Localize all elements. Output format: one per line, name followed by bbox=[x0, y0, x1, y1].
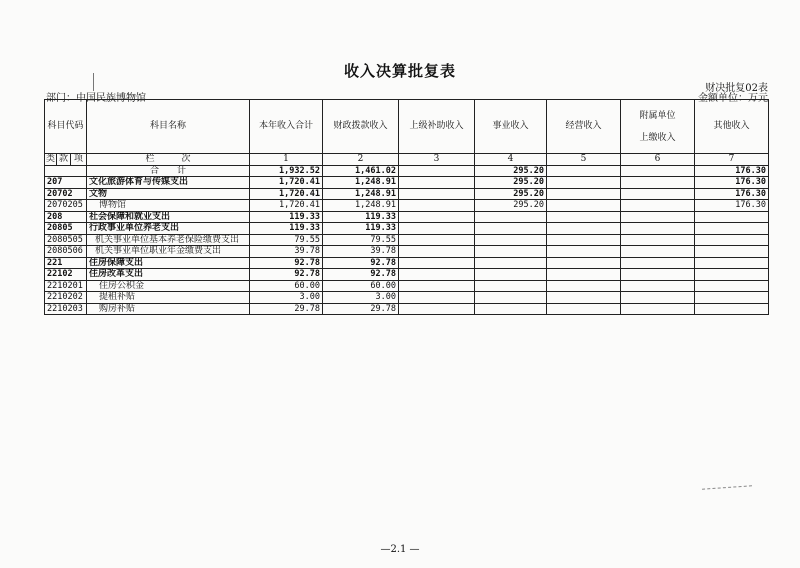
cell-affiliated bbox=[621, 292, 695, 304]
table-row bbox=[45, 269, 769, 281]
cell-superior bbox=[399, 269, 475, 281]
cell-total: 60.00 bbox=[250, 280, 323, 292]
row-name: 购房补贴 bbox=[87, 303, 250, 315]
cell-affiliated bbox=[621, 200, 695, 212]
cell-operating bbox=[547, 177, 621, 189]
cell-total: 1,932.52 bbox=[250, 165, 323, 177]
cell-superior bbox=[399, 200, 475, 212]
cell-fiscal: 92.78 bbox=[323, 269, 399, 281]
cell-other bbox=[695, 303, 769, 315]
cell-business: 295.20 bbox=[475, 165, 547, 177]
cell-operating bbox=[547, 188, 621, 200]
table-row bbox=[45, 211, 769, 223]
page-number: —2.1 — bbox=[380, 544, 420, 555]
header-kuan: 款 bbox=[57, 154, 71, 166]
cell-fiscal: 92.78 bbox=[323, 257, 399, 269]
cell-affiliated bbox=[621, 188, 695, 200]
header-other: 其他收入 bbox=[695, 100, 769, 154]
header-xiang: 项 bbox=[71, 154, 87, 166]
cell-fiscal: 29.78 bbox=[323, 303, 399, 315]
row-code: 208 bbox=[45, 211, 87, 223]
cell-total: 39.78 bbox=[250, 246, 323, 258]
page-title: 收入决算批复表 bbox=[343, 62, 456, 80]
table-row bbox=[45, 292, 769, 304]
cell-superior bbox=[399, 165, 475, 177]
cell-other bbox=[695, 234, 769, 246]
row-code: 2080505 bbox=[45, 234, 87, 246]
row-name: 社会保障和就业支出 bbox=[87, 211, 250, 223]
cell-operating bbox=[547, 269, 621, 281]
cell-other: 176.30 bbox=[695, 200, 769, 212]
cell-business bbox=[475, 257, 547, 269]
row-code: 2210203 bbox=[45, 303, 87, 315]
cell-operating bbox=[547, 211, 621, 223]
cell-other bbox=[695, 269, 769, 281]
row-code bbox=[45, 165, 87, 177]
row-code: 2080506 bbox=[45, 246, 87, 258]
cell-total: 79.55 bbox=[250, 234, 323, 246]
cell-business bbox=[475, 280, 547, 292]
cell-business bbox=[475, 303, 547, 315]
header-code: 科目代码 bbox=[45, 100, 87, 154]
cell-fiscal: 1,461.02 bbox=[323, 165, 399, 177]
cell-operating bbox=[547, 223, 621, 235]
header-affiliated bbox=[621, 100, 695, 154]
cell-total: 1,720.41 bbox=[250, 200, 323, 212]
header-superior: 上级补助收入 bbox=[399, 100, 475, 154]
department-label: 部门：中国民族博物馆 bbox=[46, 93, 146, 104]
cell-business bbox=[475, 211, 547, 223]
table-row bbox=[45, 177, 769, 189]
cell-business: 295.20 bbox=[475, 200, 547, 212]
table-row bbox=[45, 200, 769, 212]
row-name: 文化旅游体育与传媒支出 bbox=[87, 177, 250, 189]
cell-operating bbox=[547, 303, 621, 315]
cell-superior bbox=[399, 234, 475, 246]
cell-other bbox=[695, 246, 769, 258]
amount-unit: 金额单位：万元 bbox=[698, 93, 768, 104]
cell-fiscal: 119.33 bbox=[323, 223, 399, 235]
cell-fiscal: 3.00 bbox=[323, 292, 399, 304]
cell-superior bbox=[399, 303, 475, 315]
row-code: 221 bbox=[45, 257, 87, 269]
cell-total: 119.33 bbox=[250, 223, 323, 235]
row-name: 提租补贴 bbox=[87, 292, 250, 304]
row-name: 住房保障支出 bbox=[87, 257, 250, 269]
cell-business bbox=[475, 269, 547, 281]
table-row bbox=[45, 246, 769, 258]
header-total: 本年收入合计 bbox=[250, 100, 323, 154]
cell-affiliated bbox=[621, 177, 695, 189]
cell-other bbox=[695, 257, 769, 269]
header-lanci: 栏 次 bbox=[87, 154, 250, 166]
cell-total: 3.00 bbox=[250, 292, 323, 304]
header-affiliated-line2: 上缴收入 bbox=[639, 132, 676, 143]
cell-other bbox=[695, 292, 769, 304]
cell-fiscal: 39.78 bbox=[323, 246, 399, 258]
cell-other: 176.30 bbox=[695, 188, 769, 200]
cell-fiscal: 119.33 bbox=[323, 211, 399, 223]
cell-fiscal: 1,248.91 bbox=[323, 188, 399, 200]
row-name: 机关事业单位职业年金缴费支出 bbox=[87, 246, 250, 258]
cell-business: 295.20 bbox=[475, 177, 547, 189]
row-name: 合 计 bbox=[87, 165, 250, 177]
cell-fiscal: 60.00 bbox=[323, 280, 399, 292]
header-operating: 经营收入 bbox=[547, 100, 621, 154]
cell-operating bbox=[547, 165, 621, 177]
table-row bbox=[45, 165, 769, 177]
cell-operating bbox=[547, 292, 621, 304]
col-index: 2 bbox=[323, 154, 399, 166]
row-name: 文物 bbox=[87, 188, 250, 200]
cell-total: 92.78 bbox=[250, 257, 323, 269]
cell-other bbox=[695, 280, 769, 292]
row-name: 博物馆 bbox=[87, 200, 250, 212]
row-name: 行政事业单位养老支出 bbox=[87, 223, 250, 235]
cell-operating bbox=[547, 280, 621, 292]
col-index: 3 bbox=[399, 154, 475, 166]
cell-superior bbox=[399, 223, 475, 235]
cell-other bbox=[695, 211, 769, 223]
cell-total: 29.78 bbox=[250, 303, 323, 315]
row-code: 2210202 bbox=[45, 292, 87, 304]
row-code: 207 bbox=[45, 177, 87, 189]
cell-operating bbox=[547, 200, 621, 212]
row-name: 住房公积金 bbox=[87, 280, 250, 292]
cell-affiliated bbox=[621, 211, 695, 223]
cell-affiliated bbox=[621, 234, 695, 246]
cell-superior bbox=[399, 246, 475, 258]
cell-fiscal: 1,248.91 bbox=[323, 200, 399, 212]
cell-operating bbox=[547, 246, 621, 258]
cell-superior bbox=[399, 257, 475, 269]
cell-business bbox=[475, 292, 547, 304]
row-code: 2210201 bbox=[45, 280, 87, 292]
col-index: 7 bbox=[695, 154, 769, 166]
cell-other: 176.30 bbox=[695, 177, 769, 189]
header-fiscal: 财政拨款收入 bbox=[323, 100, 399, 154]
cell-business: 295.20 bbox=[475, 188, 547, 200]
cell-superior bbox=[399, 177, 475, 189]
cell-affiliated bbox=[621, 303, 695, 315]
cell-affiliated bbox=[621, 165, 695, 177]
row-code: 22102 bbox=[45, 269, 87, 281]
cell-total: 119.33 bbox=[250, 211, 323, 223]
cell-superior bbox=[399, 211, 475, 223]
cell-affiliated bbox=[621, 246, 695, 258]
col-index: 4 bbox=[475, 154, 547, 166]
cell-business bbox=[475, 223, 547, 235]
cell-affiliated bbox=[621, 257, 695, 269]
cell-affiliated bbox=[621, 269, 695, 281]
table-row bbox=[45, 188, 769, 200]
cell-other bbox=[695, 223, 769, 235]
cell-business bbox=[475, 234, 547, 246]
header-affiliated-line1: 附属单位 bbox=[639, 110, 676, 121]
row-code: 20702 bbox=[45, 188, 87, 200]
cell-total: 1,720.41 bbox=[250, 177, 323, 189]
cell-other: 176.30 bbox=[695, 165, 769, 177]
cell-fiscal: 1,248.91 bbox=[323, 177, 399, 189]
table-row bbox=[45, 234, 769, 246]
row-name: 住房改革支出 bbox=[87, 269, 250, 281]
cell-operating bbox=[547, 234, 621, 246]
cell-total: 1,720.41 bbox=[250, 188, 323, 200]
cell-fiscal: 79.55 bbox=[323, 234, 399, 246]
header-business: 事业收入 bbox=[475, 100, 547, 154]
cell-superior bbox=[399, 292, 475, 304]
col-index: 5 bbox=[547, 154, 621, 166]
cell-operating bbox=[547, 257, 621, 269]
cell-affiliated bbox=[621, 280, 695, 292]
cell-total: 92.78 bbox=[250, 269, 323, 281]
table-row bbox=[45, 223, 769, 235]
col-index: 1 bbox=[250, 154, 323, 166]
header-name: 科目名称 bbox=[87, 100, 250, 154]
row-name: 机关事业单位基本养老保险缴费支出 bbox=[87, 234, 250, 246]
table-row bbox=[45, 257, 769, 269]
table-row bbox=[45, 280, 769, 292]
header-lei: 类 bbox=[45, 154, 55, 164]
cell-business bbox=[475, 246, 547, 258]
cell-superior bbox=[399, 188, 475, 200]
cell-superior bbox=[399, 280, 475, 292]
form-id: 财决批复02表 bbox=[705, 83, 768, 94]
row-code: 2070205 bbox=[45, 200, 87, 212]
stray-mark bbox=[702, 485, 752, 489]
income-table bbox=[44, 99, 769, 315]
cell-affiliated bbox=[621, 223, 695, 235]
row-code: 20805 bbox=[45, 223, 87, 235]
table-row bbox=[45, 303, 769, 315]
col-index: 6 bbox=[621, 154, 695, 166]
